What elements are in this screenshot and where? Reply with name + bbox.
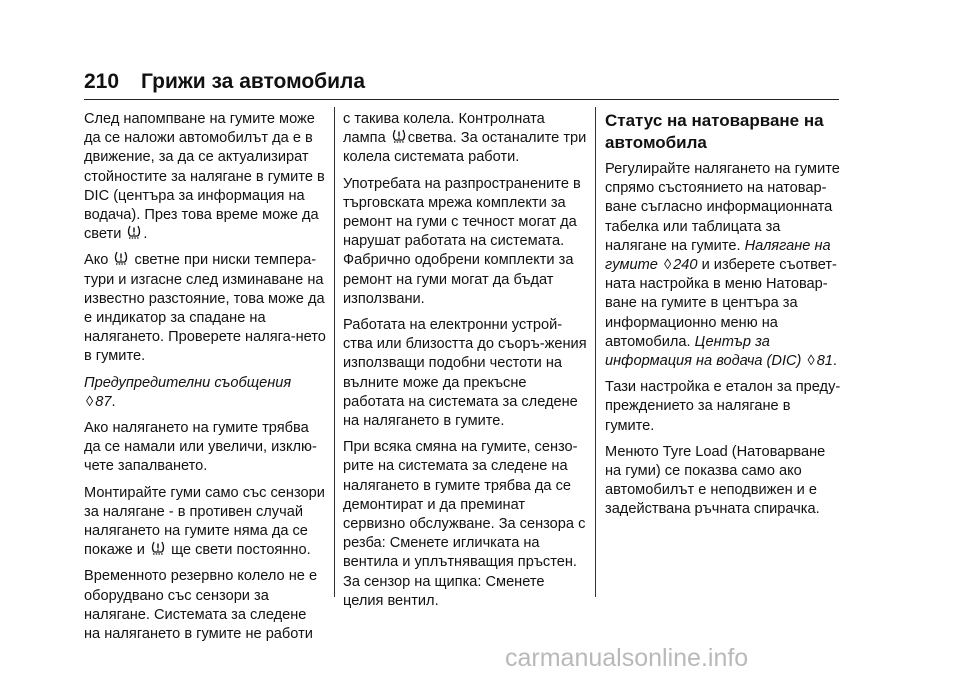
reference-text[interactable]: Център за информация на водача (DIC)	[605, 333, 802, 370]
text-column-1	[84, 110, 326, 651]
tire-pressure-warning-icon	[127, 225, 141, 240]
reference-text[interactable]: Предупредителни съобщения	[84, 374, 292, 391]
tire-pressure-warning-icon	[151, 541, 165, 556]
reference-page[interactable]: 87	[95, 393, 112, 410]
paragraph: Тази настройка е еталон за преду-преждението за налягане в гумите.	[605, 379, 841, 434]
header-rule	[84, 99, 839, 100]
paragraph: Употребата на разпространените в търговската мрежа комплекти за ремонт на гуми с течност могат да нарушат работата на системата. Фабрично одобрени комплекти за ремонт на гуми могат да бъдат използвани.	[343, 175, 581, 307]
paragraph: Менюто Tyre Load (Натоварване на гуми) се показва само ако автомобилът е неподвижен и е задействана ръчната спирачка.	[605, 443, 826, 518]
page-header	[84, 70, 365, 94]
section-title: Статус на натоварване на автомобила	[605, 111, 824, 152]
paragraph: Работата на електронни устрой-ства или близостта до съоръ-жения използващи подобни честоти на вълните може да прекъсне работата на системата за следене на налягането в гумите.	[343, 317, 587, 430]
page-number: 210	[84, 70, 120, 93]
paragraph: с такива колела. Контролната лампа светва. За останалите три колела системата работи.	[343, 111, 587, 166]
tire-pressure-warning-icon	[392, 129, 406, 144]
page-reference-icon: ◊	[807, 353, 815, 370]
reference-text[interactable]: Налягане на гумите	[605, 237, 831, 274]
paragraph: Монтирайте гуми само със сензори за налягане - в противен случай налягането на гумите няма да се покаже и ще свети постоянно.	[84, 484, 325, 559]
tire-pressure-warning-icon	[114, 251, 128, 266]
paragraph: Временното резервно колело не е оборудвано със сензори за налягане. Системата за следене на налягането в гумите не работи	[84, 568, 318, 643]
watermark: carmanualsonline.info	[505, 644, 749, 672]
paragraph: Регулирайте налягането на гумите спрямо състоянието на натовар-ване съгласно информационната табелка или таблицата за налягане на гумите. Налягане на гумите ◊ 240 и изберете съответ-ната настройка в меню Натовар-ване на гумите в центъра за информационно меню на автомобила. Център за информация на водача (DIC) ◊ 81.	[605, 160, 841, 371]
paragraph: Ако светне при ниски темпера-тури и изгасне след изминаване на известно разстояние, това може да е индикатор за спадане на налягането. Проверете наляга-нето в гумите.	[84, 252, 326, 365]
column-divider-2	[595, 107, 596, 597]
text-column-2	[343, 110, 588, 618]
chapter-title: Грижи за автомобила	[141, 70, 366, 93]
paragraph: При всяка смяна на гумите, сензо-рите на системата за следене на налягането в гумите трябва да се демонтират и да преминат сервизно обслужване. За сензора с резба: Сменете игличката на вентила и уплътняващия пръстен. За сензор на щипка: Сменете целия вентил.	[343, 439, 586, 609]
text-column-3	[605, 110, 841, 527]
page-reference-icon: ◊	[86, 393, 94, 410]
paragraph: Ако налягането на гумите трябва да се намали или увеличи, изклю-чете запалването.	[84, 420, 317, 475]
page-reference-icon: ◊	[663, 257, 672, 274]
reference-page[interactable]: 81	[816, 353, 833, 370]
reference-page[interactable]: 240	[673, 257, 698, 274]
paragraph: След напомпване на гумите може да се наложи автомобилът да е в движение, за да се актуализират стойностите за налягане в гумите в DIC (центъра за информация на водача). През това време може да свети .	[84, 111, 325, 243]
cross-reference[interactable]: Предупредителни съобщения ◊ 87.	[84, 374, 326, 412]
column-divider-1	[334, 107, 335, 597]
